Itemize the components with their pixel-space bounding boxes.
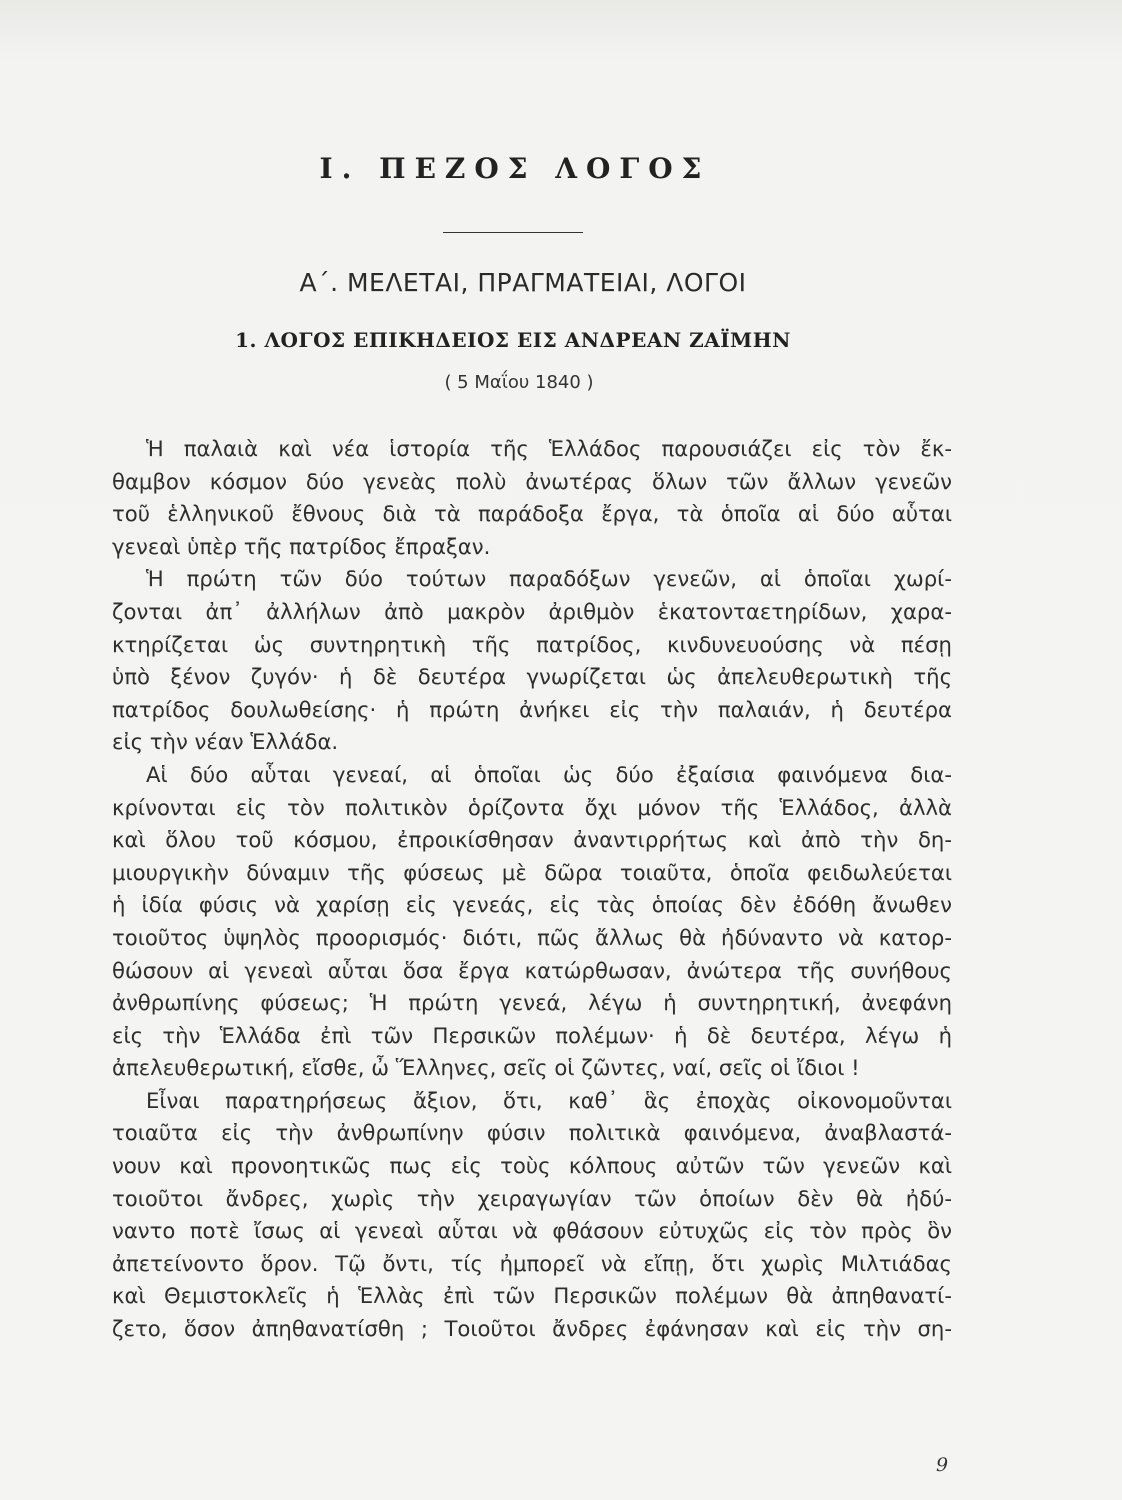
text-line: εἰς τὴν νέαν Ἑλλάδα. [112, 729, 339, 755]
body-text [112, 433, 952, 1346]
text-line: νουν καὶ προνοητικῶς πως εἰς τοὺς κόλπους αὐτῶν τῶν γενεῶν καὶ [112, 1153, 952, 1179]
text-line: ἀπετείνοντο ὅρον. Τῷ ὄντι, τίς ἠμπορεῖ νὰ εἴπῃ, ὅτι χωρὶς Μιλτιάδας [112, 1250, 952, 1276]
text-line: γενεαὶ ὑπὲρ τῆς πατρίδος ἔπραξαν. [112, 533, 491, 559]
date-line: ( 5 Μαΐου 1840 ) [444, 372, 594, 393]
text-line: θαμβον κόσμον δύο γενεὰς πολὺ ἀνωτέρας ὅλων τῶν ἄλλων γενεῶν [112, 468, 952, 494]
text-line: πατρίδος δουλωθείσης· ἡ πρώτη ἀνήκει εἰς τὴν παλαιάν, ἡ δευτέρα [112, 696, 952, 722]
text-line: Ἡ παλαιὰ καὶ νέα ἱστορία τῆς Ἑλλάδος παρουσιάζει εἰς τὸν ἔκ- [146, 436, 952, 461]
chapter-title: 1. ΛΟΓΟΣ ΕΠΙΚΗΔΕΙΟΣ ΕΙΣ ΑΝΔΡΕΑΝ ΖΑΪΜΗΝ [235, 328, 791, 352]
text-line: ὑπὸ ξένον ζυγόν· ἡ δὲ δευτέρα γνωρίζεται ὡς ἀπελευθερωτικὴ τῆς [112, 664, 952, 690]
text-line: ἀπελευθερωτική, εἴσθε, ὦ Ἕλληνες, σεῖς οἱ ζῶντες, ναί, σεῖς οἱ ἴδιοι ! [112, 1055, 860, 1081]
text-line: ἡ ἰδία φύσις νὰ χαρίσῃ εἰς γενεάς, εἰς τὰς ὁποίας δὲν ἐδόθη ἄνωθεν [112, 892, 952, 918]
text-line: Εἶναι παρατηρήσεως ἄξιον, ὅτι, καθ᾽ ἃς ἐποχὰς οἰκονομοῦνται [146, 1087, 952, 1113]
text-line: καὶ ὅλου τοῦ κόσμου, ἐπροικίσθησαν ἀναντιρρήτως καὶ ἀπὸ τὴν δη- [112, 827, 952, 853]
section-title: Α΄. ΜΕΛΕΤΑΙ, ΠΡΑΓΜΑΤΕΙΑΙ, ΛΟΓΟΙ [299, 268, 747, 297]
text-line: κρίνονται εἰς τὸν πολιτικὸν ὁρίζοντα ὄχι μόνον τῆς Ἑλλάδος, ἀλλὰ [112, 794, 952, 820]
text-line: τοῦ ἑλληνικοῦ ἔθνους διὰ τὰ παράδοξα ἔργα, τὰ ὁποῖα αἱ δύο αὗται [112, 501, 952, 527]
title-divider [443, 232, 583, 233]
text-line: τοιοῦτοι ἄνδρες, χωρὶς τὴν χειραγωγίαν τῶν ὁποίων δὲν θὰ ἠδύ- [112, 1185, 952, 1211]
text-line: Αἱ δύο αὗται γενεαί, αἱ ὁποῖαι ὡς δύο ἐξαίσια φαινόμενα δια- [146, 761, 952, 787]
text-line: τοιαῦτα εἰς τὴν ἀνθρωπίνην φύσιν πολιτικὰ φαινόμενα, ἀναβλαστά- [112, 1120, 952, 1146]
text-line: ἀνθρωπίνης φύσεως; Ἡ πρώτη γενεά, λέγω ἡ συντηρητική, ἀνεφάνη [112, 990, 952, 1016]
text-line: ναντο ποτὲ ἴσως αἱ γενεαὶ αὗται νὰ φθάσουν εὐτυχῶς εἰς τὸν πρὸς ὃν [112, 1218, 952, 1244]
text-line: θώσουν αἱ γενεαὶ αὗται ὅσα ἔργα κατώρθωσαν, ἀνώτερα τῆς συνήθους [112, 957, 952, 983]
text-line: Ἡ πρώτη τῶν δύο τούτων παραδόξων γενεῶν, αἱ ὁποῖαι χωρί- [146, 566, 952, 592]
part-title: I. ΠΕΖΟΣ ΛΟΓΟΣ [319, 152, 711, 185]
text-line: ζονται ἀπ᾽ ἀλλήλων ἀπὸ μακρὸν ἀριθμὸν ἑκατονταετηρίδων, χαρα- [112, 598, 952, 624]
page-number: 9 [936, 1454, 949, 1476]
text-line: ζετο, ὅσον ἀπηθανατίσθη ; Τοιοῦτοι ἄνδρες ἐφάνησαν καὶ εἰς τὴν ση- [112, 1316, 952, 1342]
text-line: κτηρίζεται ὡς συντηρητικὴ τῆς πατρίδος, κινδυνευούσης νὰ πέσῃ [112, 631, 952, 657]
text-line: μιουργικὴν δύναμιν τῆς φύσεως μὲ δῶρα τοιαῦτα, ὁποῖα φειδωλεύεται [112, 859, 952, 885]
text-line: εἰς τὴν Ἑλλάδα ἐπὶ τῶν Περσικῶν πολέμων· ἡ δὲ δευτέρα, λέγω ἡ [112, 1022, 952, 1048]
text-line: καὶ Θεμιστοκλεῖς ἡ Ἑλλὰς ἐπὶ τῶν Περσικῶν πολέμων θὰ ἀπηθανατί- [112, 1283, 952, 1309]
text-line: τοιοῦτος ὑψηλὸς προορισμός· διότι, πῶς ἄλλως θὰ ἠδύναντο νὰ κατορ- [112, 924, 952, 950]
